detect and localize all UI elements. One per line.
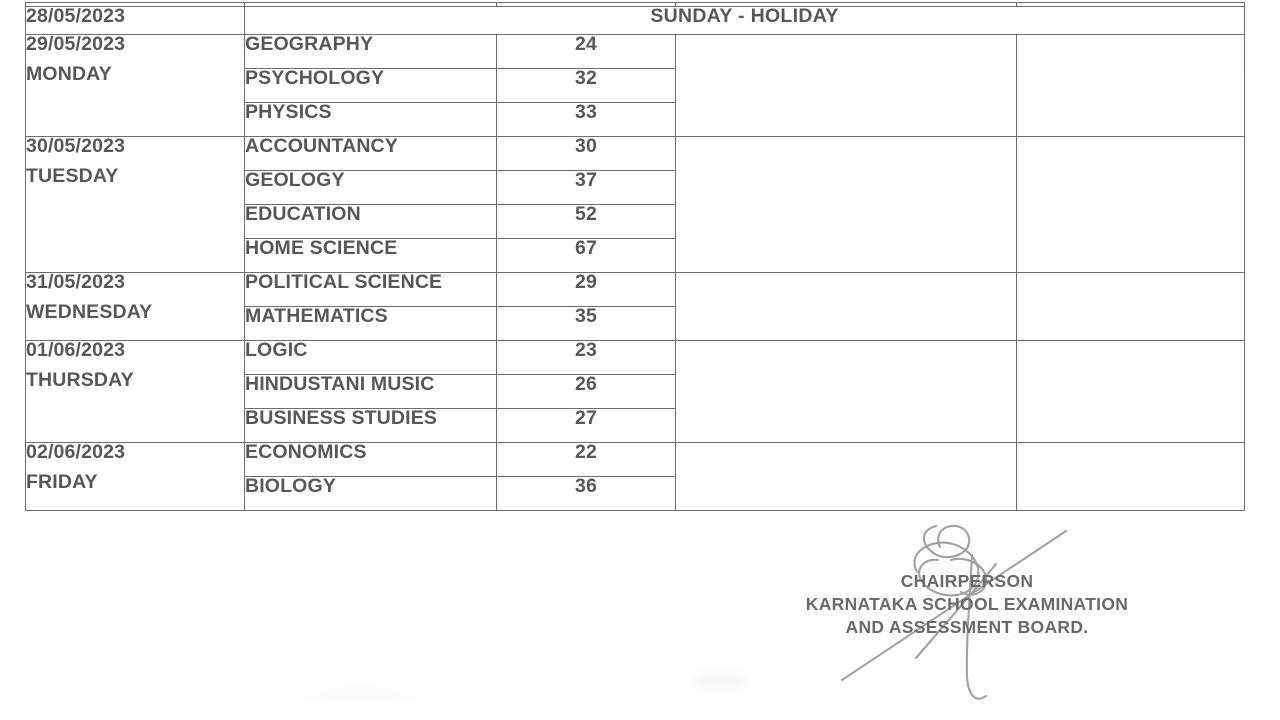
blank-cell-a xyxy=(676,137,1017,273)
subject-count: 52 xyxy=(575,203,597,225)
subject-cell xyxy=(245,69,497,103)
signature-line-org-2: AND ASSESSMENT BOARD. xyxy=(845,617,1089,638)
exam-date: 01/06/2023 xyxy=(26,339,126,361)
subject-cell xyxy=(245,273,497,307)
subject-count: 37 xyxy=(575,169,597,191)
blank-cell-b xyxy=(1017,137,1245,273)
count-cell xyxy=(497,477,676,511)
subject-name: ECONOMICS xyxy=(245,441,367,463)
subject-cell xyxy=(245,205,497,239)
subject-count: 35 xyxy=(575,305,597,327)
count-cell xyxy=(497,35,676,69)
subject-name: HOME SCIENCE xyxy=(245,237,398,259)
exam-weekday: MONDAY xyxy=(26,62,112,85)
date-cell xyxy=(26,273,245,341)
table-row xyxy=(26,137,1245,171)
subject-name: POLITICAL SCIENCE xyxy=(245,271,443,293)
date-cell xyxy=(26,35,245,137)
table-row xyxy=(26,7,1245,35)
subject-name: GEOGRAPHY xyxy=(245,33,374,55)
count-cell xyxy=(497,137,676,171)
subject-name: PSYCHOLOGY xyxy=(245,67,385,89)
blank-cell-a xyxy=(676,35,1017,137)
subject-cell xyxy=(245,443,497,477)
subject-cell xyxy=(245,341,497,375)
table-row xyxy=(26,443,1245,477)
blank-cell-a xyxy=(676,443,1017,511)
subject-count: 30 xyxy=(575,135,597,157)
subject-cell xyxy=(245,307,497,341)
count-cell xyxy=(497,239,676,273)
date-cell xyxy=(26,7,245,35)
date-cell xyxy=(26,443,245,511)
subject-cell xyxy=(245,171,497,205)
subject-name: HINDUSTANI MUSIC xyxy=(245,373,435,395)
timetable-body xyxy=(26,3,1245,511)
subject-cell xyxy=(245,409,497,443)
count-cell xyxy=(497,103,676,137)
subject-count: 67 xyxy=(575,237,597,259)
subject-name: BUSINESS STUDIES xyxy=(245,407,438,429)
exam-date: 31/05/2023 xyxy=(26,271,126,293)
subject-count: 26 xyxy=(575,373,597,395)
subject-name: ACCOUNTANCY xyxy=(245,135,398,157)
count-cell xyxy=(497,205,676,239)
subject-cell xyxy=(245,477,497,511)
count-cell xyxy=(497,273,676,307)
count-cell xyxy=(497,69,676,103)
subject-cell xyxy=(245,375,497,409)
count-cell xyxy=(497,171,676,205)
exam-date: 02/06/2023 xyxy=(26,441,126,463)
table-row xyxy=(26,273,1245,307)
exam-timetable xyxy=(25,2,1245,511)
subject-cell xyxy=(245,103,497,137)
count-cell xyxy=(497,409,676,443)
signature-caption xyxy=(757,570,1177,639)
exam-weekday: FRIDAY xyxy=(26,470,98,493)
count-cell xyxy=(497,307,676,341)
table-row xyxy=(26,35,1245,69)
exam-weekday: THURSDAY xyxy=(26,368,134,391)
subject-name: EDUCATION xyxy=(245,203,361,225)
scan-smudge xyxy=(300,690,420,700)
signature-line-title: CHAIRPERSON xyxy=(900,571,1034,591)
blank-cell-b xyxy=(1017,341,1245,443)
subject-count: 33 xyxy=(575,101,597,123)
subject-cell xyxy=(245,239,497,273)
count-cell xyxy=(497,375,676,409)
exam-date: 29/05/2023 xyxy=(26,33,126,55)
date-cell xyxy=(26,341,245,443)
subject-count: 27 xyxy=(575,407,597,429)
subject-count: 29 xyxy=(575,271,597,293)
exam-date: 28/05/2023 xyxy=(26,5,126,27)
subject-count: 32 xyxy=(575,67,597,89)
scan-smudge xyxy=(690,672,750,690)
blank-cell-b xyxy=(1017,273,1245,341)
subject-name: BIOLOGY xyxy=(245,475,336,497)
subject-name: PHYSICS xyxy=(245,101,332,123)
exam-weekday: TUESDAY xyxy=(26,164,119,187)
count-cell xyxy=(497,443,676,477)
holiday-label: SUNDAY - HOLIDAY xyxy=(650,5,839,27)
holiday-banner-cell xyxy=(245,7,1245,35)
subject-cell xyxy=(245,137,497,171)
subject-count: 23 xyxy=(575,339,597,361)
blank-cell-a xyxy=(676,341,1017,443)
subject-count: 24 xyxy=(575,33,597,55)
blank-cell-a xyxy=(676,273,1017,341)
exam-date: 30/05/2023 xyxy=(26,135,126,157)
subject-name: LOGIC xyxy=(245,339,308,361)
count-cell xyxy=(497,341,676,375)
subject-name: GEOLOGY xyxy=(245,169,345,191)
subject-count: 22 xyxy=(575,441,597,463)
exam-weekday: WEDNESDAY xyxy=(26,300,153,323)
blank-cell-b xyxy=(1017,443,1245,511)
blank-cell-b xyxy=(1017,35,1245,137)
table-row xyxy=(26,341,1245,375)
subject-cell xyxy=(245,35,497,69)
subject-name: MATHEMATICS xyxy=(245,305,388,327)
date-cell xyxy=(26,137,245,273)
subject-count: 36 xyxy=(575,475,597,497)
signature-line-org-1: KARNATAKA SCHOOL EXAMINATION xyxy=(805,594,1129,615)
